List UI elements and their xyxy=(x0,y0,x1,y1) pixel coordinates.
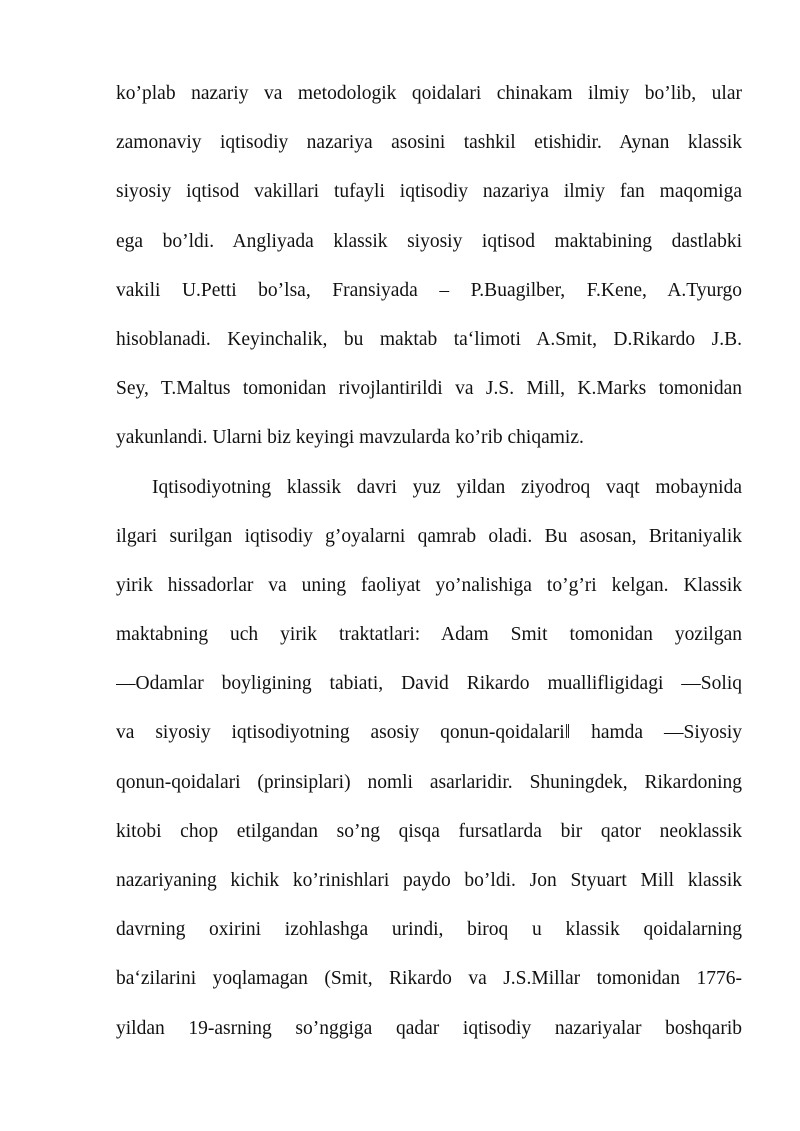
text-line: maktabning uch yirik traktatlari: Adam Smit tomonidan yozilgan xyxy=(116,624,742,646)
text-line: ―Odamlar boyligining tabiati, David Rikardo muallifligidagi ―Soliq xyxy=(116,673,742,695)
text-line: ilgari surilgan iqtisodiy g’oyalarni qamrab oladi. Bu asosan, Britaniyalik xyxy=(116,525,742,547)
text-line: hisoblanadi. Keyinchalik, bu maktab ta‘limoti A.Smit, D.Rikardo J.B. xyxy=(116,328,742,350)
text-line: va siyosiy iqtisodiyotning asosiy qonun-qoidalari‖ hamda ―Siyosiy xyxy=(116,722,742,744)
text-line: vakili U.Petti bo’lsa, Fransiyada – P.Buagilber, F.Kene, A.Tyurgo xyxy=(116,279,742,301)
text-line: ba‘zilarini yoqlamagan (Smit, Rikardo va J.S.Millar tomonidan 1776- xyxy=(116,968,742,990)
text-line: davrning oxirini izohlashga urindi, biroq u klassik qoidalarning xyxy=(116,919,742,941)
text-line: kitobi chop etilgandan so’ng qisqa fursatlarda bir qator neoklassik xyxy=(116,820,742,842)
text-line: ega bo’ldi. Angliyada klassik siyosiy iqtisod maktabining dastlabki xyxy=(116,230,742,252)
text-line: nazariyaning kichik ko’rinishlari paydo bo’ldi. Jon Styuart Mill klassik xyxy=(116,870,742,891)
text-line: qonun-qoidalari (prinsiplari) nomli asarlaridir. Shuningdek, Rikardoning xyxy=(116,771,742,793)
text-line: zamonaviy iqtisodiy nazariya asosini tashkil etishidir. Aynan klassik xyxy=(116,132,742,154)
text-line: Sey, T.Maltus tomonidan rivojlantirildi va J.S. Mill, K.Marks tomonidan xyxy=(116,378,742,400)
text-line: siyosiy iqtisod vakillari tufayli iqtisodiy nazariya ilmiy fan maqomiga xyxy=(116,181,742,203)
body-text xyxy=(116,69,742,1053)
text-line: ko’plab nazariy va metodologik qoidalari chinakam ilmiy bo’lib, ular xyxy=(116,83,742,104)
text-line: yakunlandi. Ularni biz keyingi mavzularda ko’rib chiqamiz. xyxy=(116,427,584,449)
text-line: yildan 19-asrning so’nggiga qadar iqtisodiy nazariyalar boshqarib xyxy=(116,1017,742,1039)
text-line: Iqtisodiyotning klassik davri yuz yildan ziyodroq vaqt mobaynida xyxy=(152,476,742,498)
text-line: yirik hissadorlar va uning faoliyat yo’nalishiga to’g’ri kelgan. Klassik xyxy=(116,574,742,596)
